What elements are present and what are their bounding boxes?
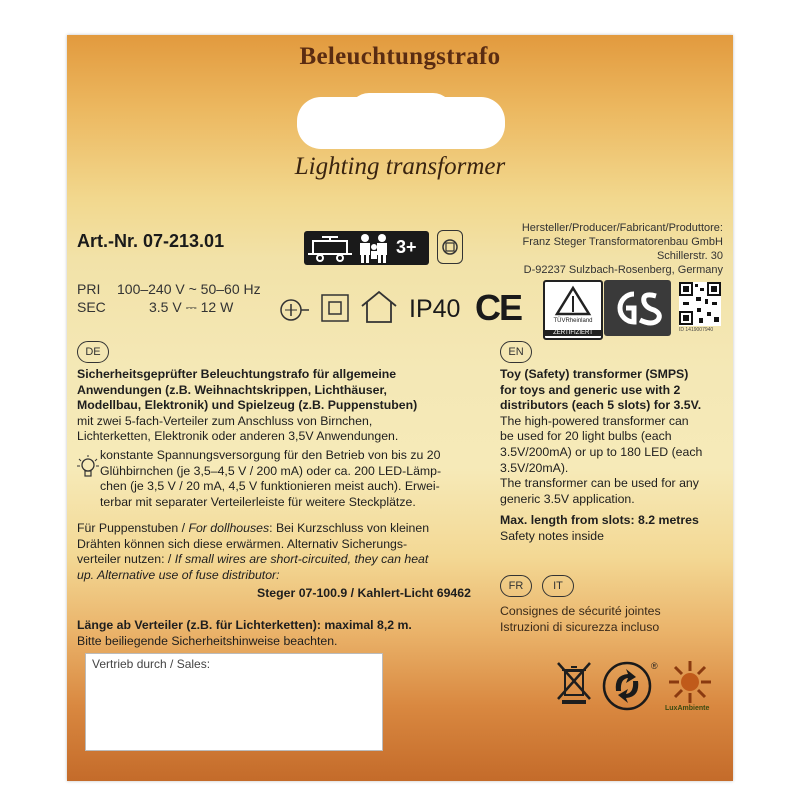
registered-mark: ®	[651, 661, 658, 671]
pri-value: 100–240 V ~ 50–60 Hz	[117, 281, 261, 297]
text-line: Lichterketten, Elektronik oder anderen 3,5V Anwendungen.	[77, 429, 399, 444]
manufacturer-line: D-92237 Sulzbach-Rosenberg, Germany	[523, 264, 723, 276]
manufacturer-line: Hersteller/Producer/Fabricant/Produttore:	[521, 222, 723, 234]
tuv-label: ZERTIFIZIERT	[545, 330, 601, 336]
title-german: Beleuchtungstrafo	[299, 43, 501, 70]
fr-it-notes	[500, 604, 661, 635]
text-line: Bitte beiliegende Sicherheitshinweise beachten.	[77, 633, 338, 648]
text-line: be used for 20 light bulbs (each	[500, 429, 672, 444]
text-line: Istruzioni di sicurezza incluso	[500, 619, 660, 634]
lang-badge-en: EN	[500, 341, 532, 363]
cover-symbol-icon	[437, 230, 463, 264]
packaging-back	[67, 35, 733, 781]
text-line: konstante Spannungsversorgung für den Betrieb von bis zu 20	[100, 448, 441, 462]
text-part: verteiler nutzen: /	[77, 552, 175, 567]
text-line: up. Alternative use of fuse distributor:	[77, 567, 280, 582]
pri-label: PRI	[77, 281, 101, 297]
tuv-certificate	[543, 280, 603, 340]
text-line: Toy (Safety) transformer (SMPS)	[500, 367, 689, 381]
text-line: The transformer can be used for any	[500, 476, 699, 491]
text-line: Modellbau, Elektronik) und Spielzeug (z.B. Puppenstuben)	[77, 398, 418, 413]
family-icon	[356, 233, 392, 263]
ip-rating: IP40	[409, 295, 461, 323]
toy-age-badge	[304, 231, 429, 265]
text-part: : Bei Kurzschluss von kleinen	[269, 521, 430, 535]
tuv-triangle-icon	[545, 282, 601, 322]
train-wagon-icon	[308, 233, 352, 263]
text-line: 3.5V/200mA) or up to 180 LED (each	[500, 444, 703, 459]
article-number: Art.-Nr. 07-213.01	[77, 231, 225, 251]
text-line: Länge ab Verteiler (z.B. für Lichterketten): maximal 8,2 m.	[77, 618, 412, 632]
cover-symbol-glyph	[438, 231, 462, 263]
safety-transformer-icon	[277, 293, 311, 327]
text-line: distributors (each 5 slots) for 3.5V.	[500, 398, 702, 413]
sales-label: Vertrieb durch / Sales:	[92, 657, 211, 671]
text-line: Consignes de sécurité jointes	[500, 604, 661, 618]
manufacturer-line: Schillerstr. 30	[656, 250, 723, 262]
manufacturer-block	[522, 221, 723, 277]
text-line: Anwendungen (z.B. Weihnachtskrippen, Lichthäuser,	[77, 382, 387, 397]
qr-id: ID 1419007940	[679, 327, 714, 333]
double-insulation-icon	[320, 293, 350, 323]
light-bulb-icon	[77, 455, 99, 481]
text-line: Glühbirnchen (je 3,5–4,5 V / 200 mA) oder ca. 200 LED-Lämp-	[100, 463, 442, 478]
sec-label: SEC	[77, 299, 106, 315]
green-dot-icon	[602, 661, 652, 711]
gs-mark	[604, 280, 671, 336]
text-part: For dollhouses	[188, 521, 270, 535]
age-label: 3+	[396, 237, 417, 257]
text-line: Safety notes inside	[500, 528, 604, 543]
indoor-use-icon	[359, 289, 399, 325]
electrical-ratings	[77, 280, 261, 316]
text-line: chen (je 3,5 V / 20 mA, 4,5 V funktionieren meist auch). Erwei-	[100, 479, 440, 494]
text-line: The high-powered transformer can	[500, 413, 689, 428]
text-part: Für Puppenstuben /	[77, 521, 189, 535]
de-supply	[100, 448, 441, 510]
text-line: Drähten können sich diese erwärmen. Alternativ Sicherungs-	[77, 536, 408, 551]
lang-badge-de: DE	[77, 341, 109, 363]
lang-badge-it: IT	[542, 575, 574, 597]
de-dollhouse	[77, 521, 429, 583]
hang-hole	[297, 97, 505, 149]
text-line: mit zwei 5-fach-Verteiler zum Anschluss von Birnchen,	[77, 413, 373, 428]
gs-logo-icon	[604, 280, 671, 336]
qr-code	[679, 282, 721, 326]
text-part: If small wires are short-circuited, they can heat	[174, 552, 429, 567]
text-line: terbar mit separater Verteilerleiste für weitere Steckplätze.	[100, 494, 416, 509]
fuse-reference: Steger 07-100.9 / Kahlert-Licht 69462	[257, 586, 471, 600]
brand-name: LuxAmbiente	[665, 705, 710, 712]
sec-value: 3.5 V ⎓ 12 W	[149, 299, 234, 315]
sales-box	[85, 653, 383, 751]
text-line: for toys and generic use with 2	[500, 382, 681, 397]
de-length-block	[77, 618, 412, 649]
qr-pattern	[679, 282, 721, 326]
text-line: 3.5V/20mA).	[500, 460, 569, 475]
en-max-length-block	[500, 513, 699, 544]
en-block	[500, 367, 702, 507]
title-english: Lighting transformer	[294, 153, 506, 180]
lang-badge-fr: FR	[500, 575, 532, 597]
text-line: Max. length from slots: 8.2 metres	[500, 513, 699, 527]
de-intro	[77, 367, 417, 445]
weee-bin-icon	[554, 661, 594, 705]
tuv-name: TÜVRheinland	[553, 318, 593, 324]
manufacturer-line: Franz Steger Transformatorenbau GmbH	[522, 236, 723, 248]
ce-mark: CE	[475, 287, 522, 328]
text-line: generic 3.5V application.	[500, 491, 635, 506]
text-line: Sicherheitsgeprüfter Beleuchtungstrafo für allgemeine	[77, 367, 397, 381]
brand-logo-icon	[665, 659, 715, 705]
